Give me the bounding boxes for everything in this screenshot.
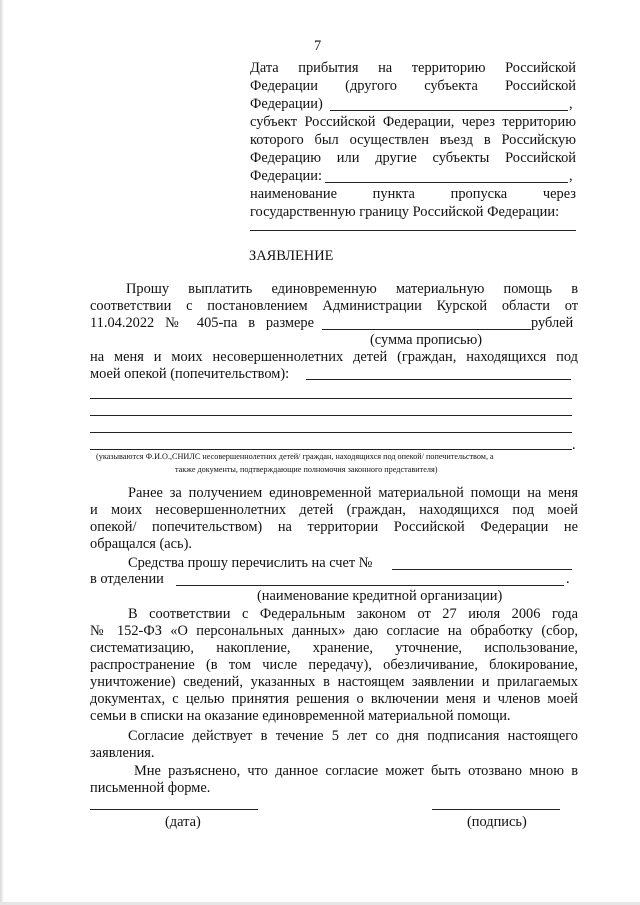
children-line-2	[90, 415, 572, 416]
consent-line-3: систематизацию, накопление, хранение, уточнение, использование,	[90, 640, 578, 656]
validity-line-2: заявления.	[90, 745, 155, 761]
signature-label: (подпись)	[467, 814, 527, 830]
request-line-4: на меня и моих несовершеннолетних детей (граждан, находящихся под	[90, 349, 578, 365]
consent-line-1: В соответствии с Федеральным законом от 27 июля 2006 года	[128, 606, 578, 622]
previous-line-1: Ранее за получением единовременной материальной помощи на меня	[128, 485, 578, 501]
consent-line-7: семьи в списки на оказание единовременной материальной помощи.	[90, 708, 511, 724]
children-end-dot: .	[572, 437, 576, 453]
arrival-line-2: Федерации (другого субъекта Российской	[250, 78, 576, 94]
amount-line	[322, 329, 531, 330]
consent-line-2: № 152-ФЗ «О персональных данных» даю согласие на обработку (сбор,	[90, 623, 578, 639]
validity-line-1: Согласие действует в течение 5 лет со дня подписания настоящего	[128, 728, 578, 744]
request-line-3a: 11.04.2022 № 405-па в размере	[90, 315, 314, 331]
previous-line-4: обращался (ась).	[90, 536, 192, 552]
request-line-5: моей опекой (попечительством):	[90, 366, 290, 382]
account-number-line	[392, 569, 572, 570]
arrival-line-9: государственную границу Российской Федерации:	[250, 204, 560, 220]
hint-bank: (наименование кредитной организации)	[257, 588, 503, 604]
arrival-line-6: Федерацию или другие субъекты Российской	[250, 150, 576, 166]
consent-line-6: документах, с целью принятия решения о включении меня и членов моей	[90, 691, 578, 707]
previous-line-3: опекой/ попечительством) на территории Российской Федерации не	[90, 519, 578, 535]
page-number: 7	[314, 38, 322, 54]
date-line	[90, 809, 258, 810]
account-line-1: Средства прошу перечислить на счет №	[128, 555, 373, 571]
arrival-line-7-end: ,	[569, 168, 573, 184]
previous-line-2: и моих несовершеннолетних детей (граждан, находящихся под моей	[90, 502, 578, 518]
revocation-line-2: письменной форме.	[90, 780, 211, 796]
arrival-line-3: Федерации)	[250, 96, 323, 112]
request-line-3b: рублей	[531, 315, 574, 331]
date-label: (дата)	[165, 814, 201, 830]
arrival-line-4: субъект Российской Федерации, через территорию	[250, 114, 576, 130]
scan-left-edge	[0, 0, 4, 905]
request-line-2: соответствии с постановлением Администрации Курской области от	[90, 298, 578, 314]
document-title: ЗАЯВЛЕНИЕ	[249, 248, 334, 264]
arrival-date-line	[330, 110, 568, 111]
arrival-line-5: которого был осуществлен въезд в Российскую	[250, 132, 576, 148]
children-line-3	[90, 432, 572, 433]
arrival-line-3-end: ,	[569, 96, 573, 112]
account-line-2: в отделении	[90, 571, 164, 587]
note-line-1: (указываются Ф.И.О.,СНИЛС несовершеннолетних детей/ граждан, находящихся под опекой/ попечительством, а	[96, 452, 494, 461]
children-line-0	[306, 379, 571, 380]
note-line-2: также документы, подтверждающие полномочия законного представителя)	[175, 465, 438, 474]
bank-line	[176, 585, 564, 586]
children-line-1	[90, 398, 572, 399]
arrival-line-7: Федерации:	[250, 168, 322, 184]
hint-sum: (сумма прописью)	[370, 332, 483, 348]
request-line-1: Прошу выплатить единовременную материальную помощь в	[126, 281, 578, 297]
consent-line-5: уничтожение) сведений, указанных в настоящем заявлении и прилагаемых	[90, 674, 578, 690]
signature-line	[432, 809, 560, 810]
consent-line-4: распространение (в том числе передачу), обезличивание, блокирование,	[90, 657, 578, 673]
arrival-checkpoint-line	[250, 230, 576, 231]
arrival-region-line	[325, 182, 568, 183]
revocation-line-1: Мне разъяснено, что данное согласие может быть отозвано мною в	[134, 763, 578, 779]
arrival-line-8: наименование пункта пропуска через	[250, 186, 576, 202]
account-line-2-end: .	[566, 571, 570, 587]
arrival-line-1: Дата прибытия на территорию Российской	[250, 60, 576, 76]
children-line-4	[90, 449, 572, 450]
